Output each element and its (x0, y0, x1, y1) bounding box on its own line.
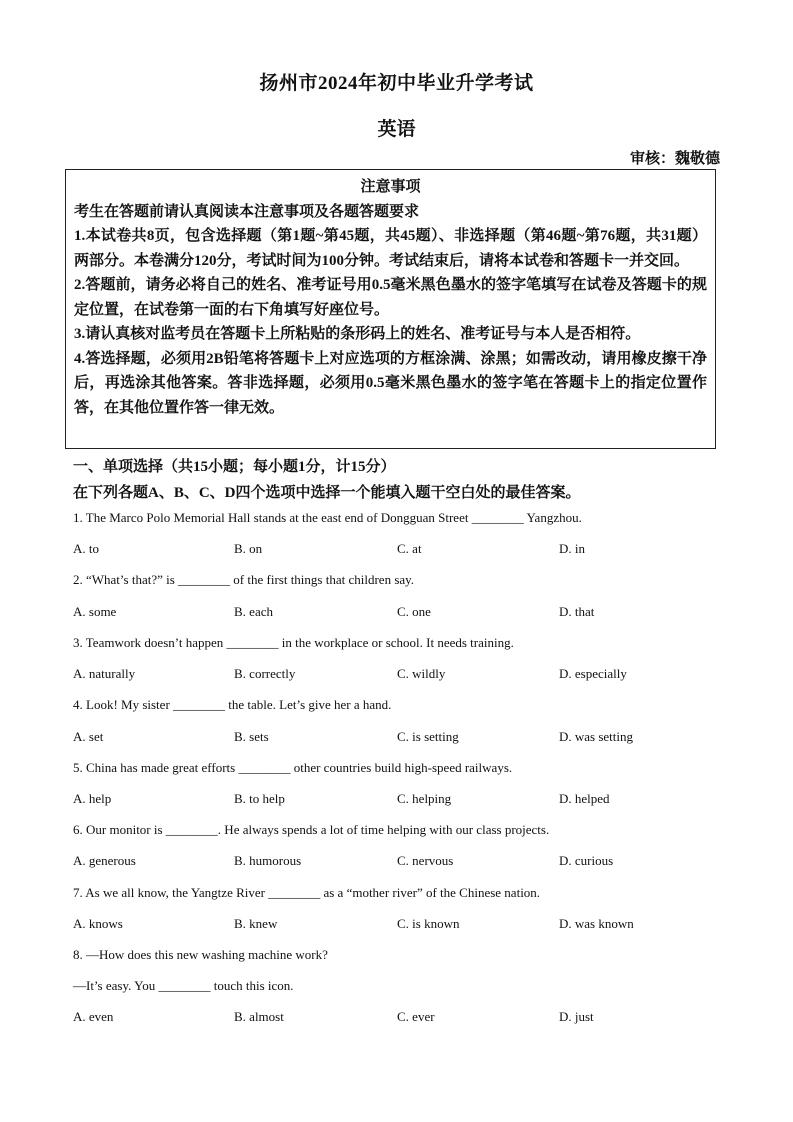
option-d: D. helped (559, 791, 610, 806)
option-b: B. on (234, 541, 263, 556)
option-b: B. almost (234, 1009, 284, 1024)
option-a: A. knows (73, 916, 123, 931)
question-stem: 7. As we all know, the Yangtze River ________ as a “mother river” of the Chinese nation. (73, 885, 541, 900)
option-c: C. helping (397, 791, 452, 806)
question-options (73, 604, 723, 622)
option-a: A. even (73, 1009, 114, 1024)
notice-line: 考生在答题前请认真阅读本注意事项及各题答题要求 (74, 203, 420, 220)
option-d: D. was setting (559, 729, 634, 744)
option-b: B. each (234, 604, 273, 619)
option-b: B. to help (234, 791, 285, 806)
option-b: B. humorous (234, 853, 302, 868)
question-stem: 2. “What’s that?” is ________ of the first things that children say. (73, 572, 415, 587)
option-d: D. curious (559, 853, 614, 868)
question-options (73, 666, 723, 684)
notice-line: 2.答题前，请务必将自己的姓名、准考证号用0.5毫米黑色墨水的签字笔填写在试卷及答题卡的规定位置，在试卷第一面的右下角填写好座位号。 (74, 277, 707, 318)
question-stem: 6. Our monitor is ________. He always spends a lot of time helping with our class projects. (73, 822, 550, 837)
question-options (73, 791, 723, 809)
notice-line: 4.答选择题，必须用2B铅笔将答题卡上对应选项的方框涂满、涂黑；如需改动，请用橡皮擦干净后，再选涂其他答案。答非选择题，必须用0.5毫米黑色墨水的签字笔在答题卡上的指定位置作答，在其他位置作答一律无效。 (74, 350, 707, 416)
option-b: B. sets (234, 729, 269, 744)
question-options (73, 853, 723, 871)
option-c: C. at (397, 541, 422, 556)
option-a: A. to (73, 541, 99, 556)
option-c: C. nervous (397, 853, 454, 868)
question-stem: 4. Look! My sister ________ the table. Let’s give her a hand. (73, 697, 392, 712)
option-b: B. knew (234, 916, 278, 931)
question-stem: 3. Teamwork doesn’t happen ________ in the workplace or school. It needs training. (73, 635, 514, 650)
question-stem-reply: —It’s easy. You ________ touch this icon. (73, 978, 294, 993)
option-d: D. just (559, 1009, 594, 1024)
notice-line: 1.本试卷共8页，包含选择题（第1题~第45题，共45题）、非选择题（第46题~第76题，共31题）两部分。本卷满分120分，考试时间为100分钟。考试结束后，请将本试卷和答题卡一并交回。 (74, 228, 707, 269)
option-a: A. some (73, 604, 117, 619)
option-a: A. generous (73, 853, 136, 868)
question-options (73, 729, 723, 747)
option-a: A. help (73, 791, 112, 806)
question-options (73, 916, 723, 934)
reviewer-label: 审核：魏敬德 (629, 151, 720, 167)
option-d: D. especially (559, 666, 627, 681)
exam-subject: 英语 (377, 119, 416, 140)
section-instruction: 在下列各题A、B、C、D四个选项中选择一个能填入题干空白处的最佳答案。 (73, 485, 581, 501)
question-stem: 1. The Marco Polo Memorial Hall stands at the east end of Dongguan Street ________ Yangzhou. (73, 510, 582, 525)
option-c: C. ever (397, 1009, 435, 1024)
question-stem: 5. China has made great efforts ________ other countries build high-speed railways. (73, 760, 513, 775)
notice-title: 注意事项 (360, 179, 421, 195)
option-b: B. correctly (234, 666, 296, 681)
section-heading: 一、单项选择（共15小题；每小题1分，计15分） (73, 459, 396, 475)
option-a: A. set (73, 729, 104, 744)
exam-title: 扬州市2024年初中毕业升学考试 (259, 73, 534, 94)
option-d: D. that (559, 604, 595, 619)
option-a: A. naturally (73, 666, 136, 681)
question-stem: 8. —How does this new washing machine work? (73, 947, 328, 962)
notice-box (65, 169, 716, 449)
notice-line: 3.请认真核对监考员在答题卡上所粘贴的条形码上的姓名、准考证号与本人是否相符。 (74, 326, 641, 342)
option-d: D. was known (559, 916, 634, 931)
question-options (73, 541, 723, 559)
option-d: D. in (559, 541, 585, 556)
option-c: C. is setting (397, 729, 459, 744)
option-c: C. is known (397, 916, 460, 931)
question-options (73, 1009, 723, 1027)
option-c: C. one (397, 604, 431, 619)
option-c: C. wildly (397, 666, 446, 681)
